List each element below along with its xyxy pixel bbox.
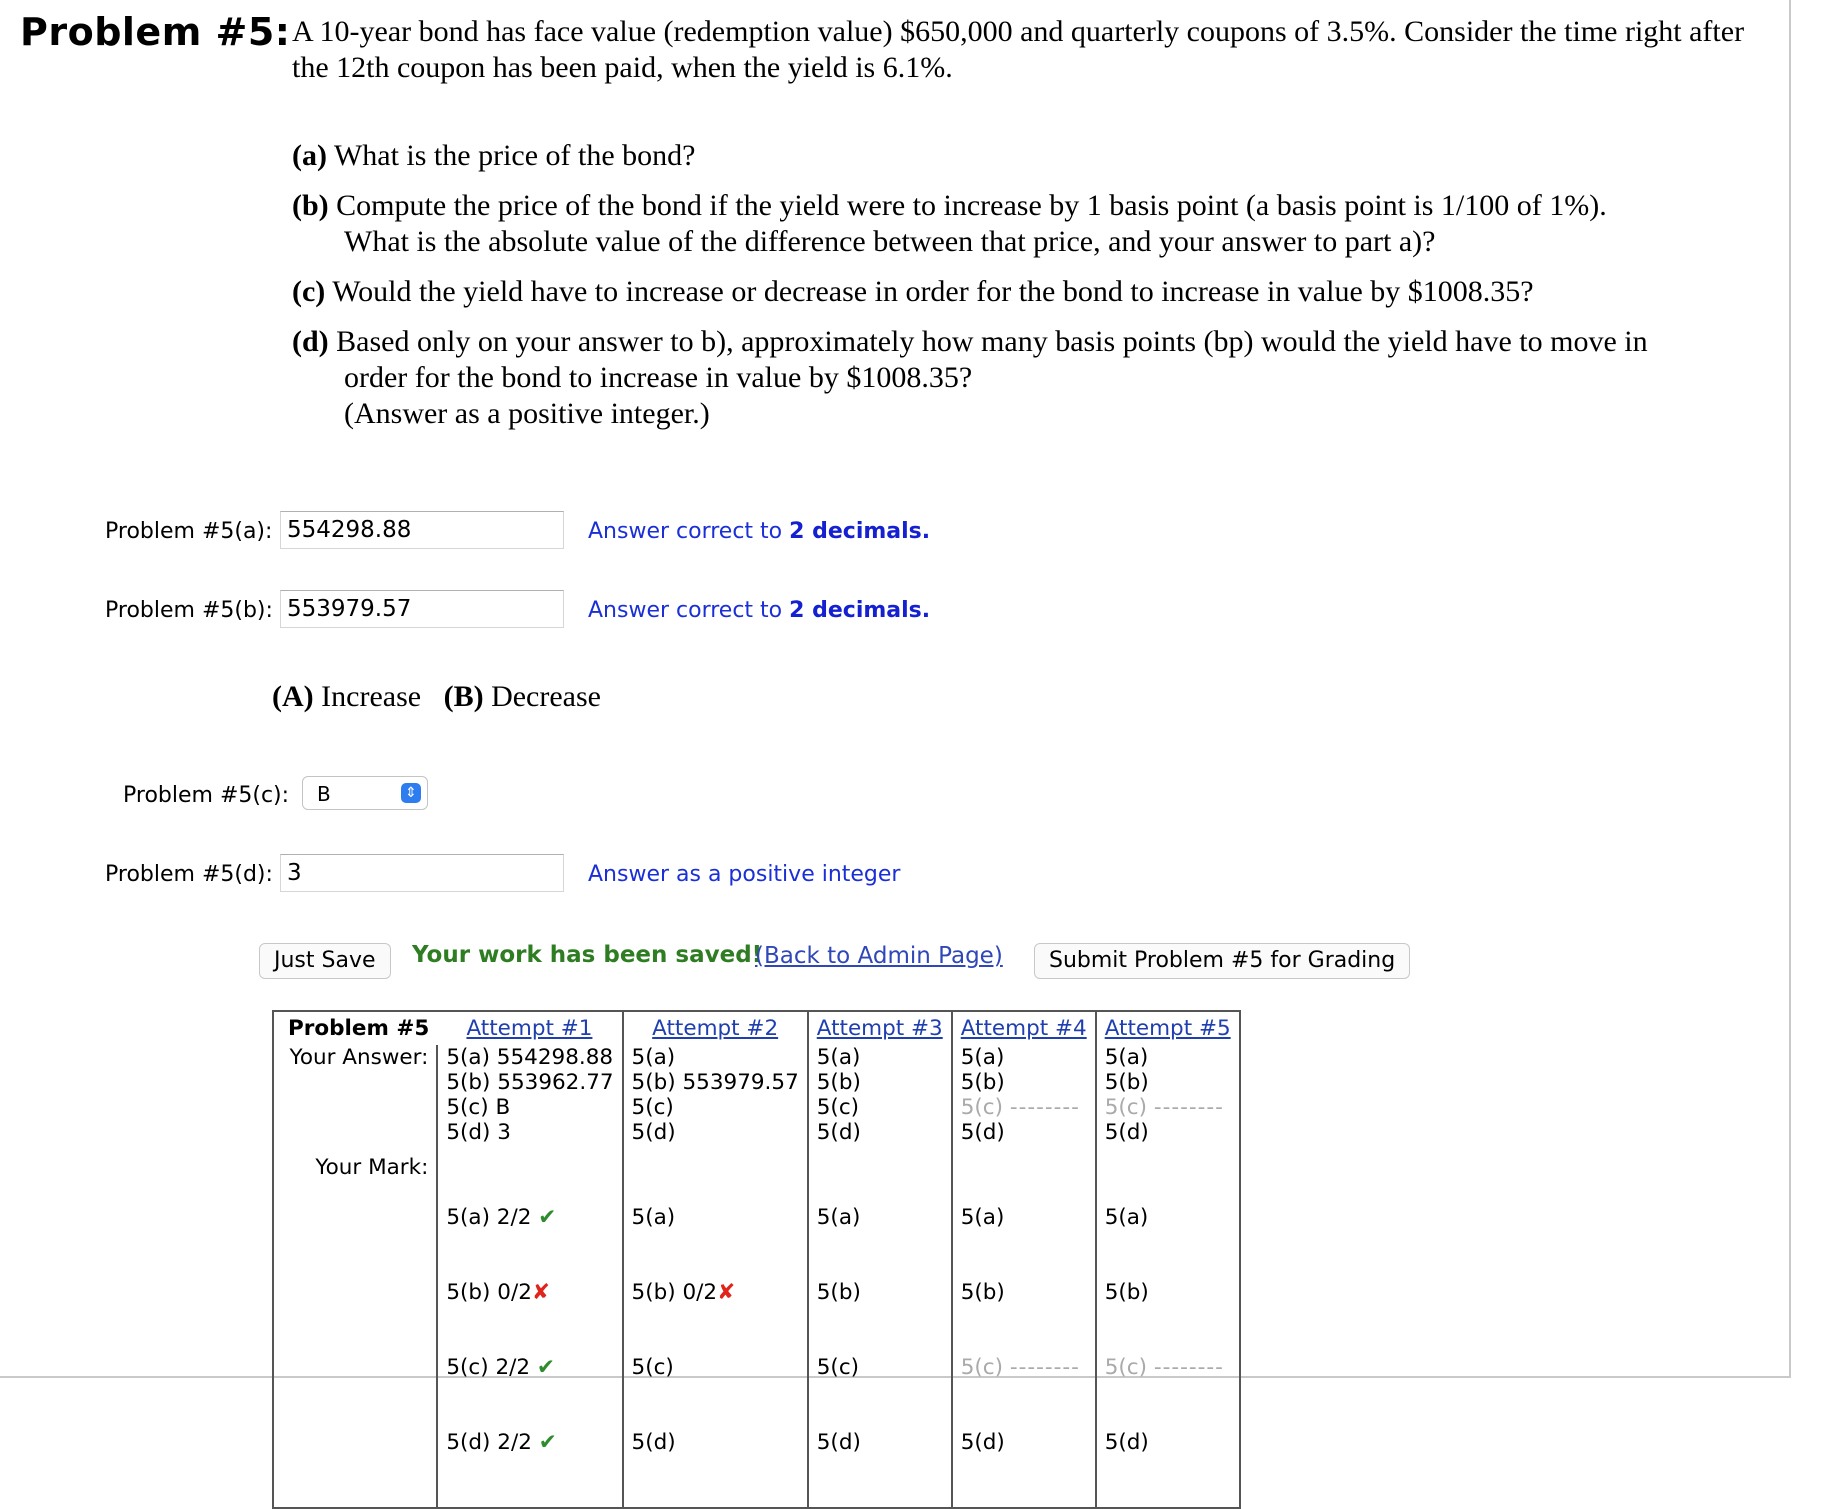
question-part-d <box>292 324 1648 432</box>
answer-d-hint: Answer as a positive integer <box>588 862 901 887</box>
answer-b-feedback-bold: 2 decimals. <box>789 598 931 623</box>
answer-b-input[interactable]: 553979.57 <box>280 590 564 628</box>
problem-heading: Problem #5: <box>20 10 291 54</box>
part-c-tag: (c) <box>292 275 326 308</box>
cell-line: 5(b) 553979.57 <box>631 1070 799 1095</box>
attempt-3-marks <box>808 1145 952 1508</box>
mark-line: 5(a) <box>631 1205 676 1230</box>
part-b-text-2: What is the absolute value of the difference between that price, and your answer to part a)? <box>344 225 1436 258</box>
cell-line: 5(a) <box>816 1045 861 1070</box>
answer-c-selected: B <box>317 782 331 806</box>
cell-line-disabled: 5(c) -------- <box>1104 1095 1224 1120</box>
choice-b-text: Decrease <box>491 680 601 713</box>
attempt-5-link[interactable]: Attempt #5 <box>1096 1011 1240 1045</box>
attempts-table <box>272 1010 1241 1509</box>
attempt-2-link[interactable]: Attempt #2 <box>623 1011 808 1045</box>
problem-intro: A 10-year bond has face value (redemption value) $650,000 and quarterly coupons of 3.5%. Consider the time right after the 12th coupon has been paid, when the yield is 6.1%. <box>292 15 1745 84</box>
part-d-tag: (d) <box>292 325 329 358</box>
mark-line: 5(a) <box>816 1205 861 1230</box>
cell-line: 5(c) <box>631 1095 674 1120</box>
cell-line: 5(a) 554298.88 <box>446 1045 614 1070</box>
cell-line: 5(b) <box>960 1070 1005 1095</box>
answer-a-feedback-text: Answer correct to <box>588 519 783 544</box>
cell-line: 5(a) <box>631 1045 676 1070</box>
attempt-4-marks <box>952 1145 1096 1508</box>
check-icon: ✔ <box>538 1430 557 1455</box>
part-a-text: What is the price of the bond? <box>333 139 696 172</box>
cell-line: 5(a) <box>1104 1045 1149 1070</box>
cell-line: 5(b) 553962.77 <box>446 1070 614 1095</box>
mark-line: 5(b) <box>816 1280 861 1305</box>
attempt-4-answers <box>952 1045 1096 1145</box>
mark-line: 5(d) <box>1104 1430 1149 1455</box>
choice-a-tag: (A) <box>272 680 314 713</box>
cell-line: 5(d) <box>960 1120 1005 1145</box>
answer-b-label: Problem #5(b): <box>105 598 273 623</box>
mark-line: 5(d) 2/2 ✔ <box>446 1430 557 1455</box>
answer-a-feedback <box>588 519 930 544</box>
answer-c-label: Problem #5(c): <box>123 783 290 808</box>
mark-line: 5(d) <box>960 1430 1005 1455</box>
mark-line-disabled: 5(c) -------- <box>960 1355 1080 1380</box>
mark-line: 5(b) <box>1104 1280 1149 1305</box>
part-b-tag: (b) <box>292 189 329 222</box>
attempt-1-link[interactable]: Attempt #1 <box>466 1016 593 1041</box>
attempt-1-answers <box>437 1045 622 1145</box>
your-answer-row <box>273 1045 1240 1145</box>
answer-a-feedback-bold: 2 decimals. <box>789 519 931 544</box>
mark-line: 5(c) <box>816 1355 860 1380</box>
submit-grading-button[interactable]: Submit Problem #5 for Grading <box>1034 943 1410 979</box>
mark-line: 5(d) <box>631 1430 676 1455</box>
just-save-button[interactable]: Just Save <box>259 943 391 979</box>
mark-line: 5(a) <box>1104 1205 1149 1230</box>
mark-line: 5(b) <box>960 1280 1005 1305</box>
attempts-title: Problem #5 <box>288 1016 430 1041</box>
question-part-c <box>292 274 1534 310</box>
check-icon: ✔ <box>536 1355 555 1380</box>
mark-line: 5(b) 0/2✘ <box>446 1280 550 1305</box>
part-b-text: Compute the price of the bond if the yield were to increase by 1 basis point (a basis point is 1/100 of 1%). <box>336 189 1607 222</box>
part-d-text-3: (Answer as a positive integer.) <box>344 397 710 430</box>
cell-line: 5(d) 3 <box>446 1120 511 1145</box>
attempt-2-marks <box>623 1145 808 1508</box>
answer-d-input[interactable]: 3 <box>280 854 564 892</box>
question-part-a <box>292 138 696 174</box>
answer-b-feedback-text: Answer correct to <box>588 598 783 623</box>
attempt-3-answers <box>808 1045 952 1145</box>
chevron-updown-icon: ⇕ <box>401 783 421 803</box>
cell-line: 5(b) <box>816 1070 861 1095</box>
page-right-border <box>1789 0 1791 1376</box>
your-answer-label: Your Answer: <box>289 1045 429 1070</box>
cell-line: 5(b) <box>1104 1070 1149 1095</box>
part-a-tag: (a) <box>292 139 327 172</box>
mark-line: 5(a) 2/2 ✔ <box>446 1205 557 1230</box>
question-part-b <box>292 188 1607 260</box>
part-c-text: Would the yield have to increase or decrease in order for the bond to increase in value by $1008.35? <box>332 275 1534 308</box>
answer-c-select[interactable] <box>302 776 428 810</box>
cell-line-disabled: 5(c) -------- <box>960 1095 1080 1120</box>
mark-line: 5(d) <box>816 1430 861 1455</box>
cell-line: 5(c) B <box>446 1095 511 1120</box>
cell-line: 5(d) <box>1104 1120 1149 1145</box>
check-icon: ✔ <box>538 1205 557 1230</box>
back-to-admin-link[interactable]: (Back to Admin Page) <box>755 943 1003 969</box>
attempt-3-link[interactable]: Attempt #3 <box>808 1011 952 1045</box>
answer-d-label: Problem #5(d): <box>105 862 273 887</box>
cell-line: 5(d) <box>631 1120 676 1145</box>
cell-line: 5(c) <box>816 1095 860 1120</box>
cross-icon: ✘ <box>531 1280 550 1305</box>
mark-line: 5(a) <box>960 1205 1005 1230</box>
choice-options <box>272 680 601 714</box>
part-d-text-2: order for the bond to increase in value by $1008.35? <box>344 361 973 394</box>
part-d-text: Based only on your answer to b), approximately how many basis points (bp) would the yield have to move in <box>336 325 1648 358</box>
answer-a-label: Problem #5(a): <box>105 519 273 544</box>
mark-line: 5(c) <box>631 1355 674 1380</box>
saved-message: Your work has been saved! <box>412 942 763 968</box>
attempt-2-answers <box>623 1045 808 1145</box>
cross-icon: ✘ <box>717 1280 736 1305</box>
cell-line: 5(d) <box>816 1120 861 1145</box>
answer-a-input[interactable]: 554298.88 <box>280 511 564 549</box>
choice-a-text: Increase <box>321 680 422 713</box>
attempt-5-answers <box>1096 1045 1240 1145</box>
attempt-4-link[interactable]: Attempt #4 <box>952 1011 1096 1045</box>
cell-line: 5(a) <box>960 1045 1005 1070</box>
choice-b-tag: (B) <box>443 680 484 713</box>
mark-line: 5(b) 0/2✘ <box>631 1280 736 1305</box>
mark-line: 5(c) 2/2 ✔ <box>446 1355 555 1380</box>
answer-b-feedback <box>588 598 930 623</box>
attempt-1-marks <box>437 1145 622 1508</box>
mark-line-disabled: 5(c) -------- <box>1104 1355 1224 1380</box>
attempts-header-row <box>273 1011 1240 1045</box>
your-mark-label: Your Mark: <box>315 1155 429 1180</box>
attempt-5-marks <box>1096 1145 1240 1508</box>
your-mark-row <box>273 1145 1240 1508</box>
